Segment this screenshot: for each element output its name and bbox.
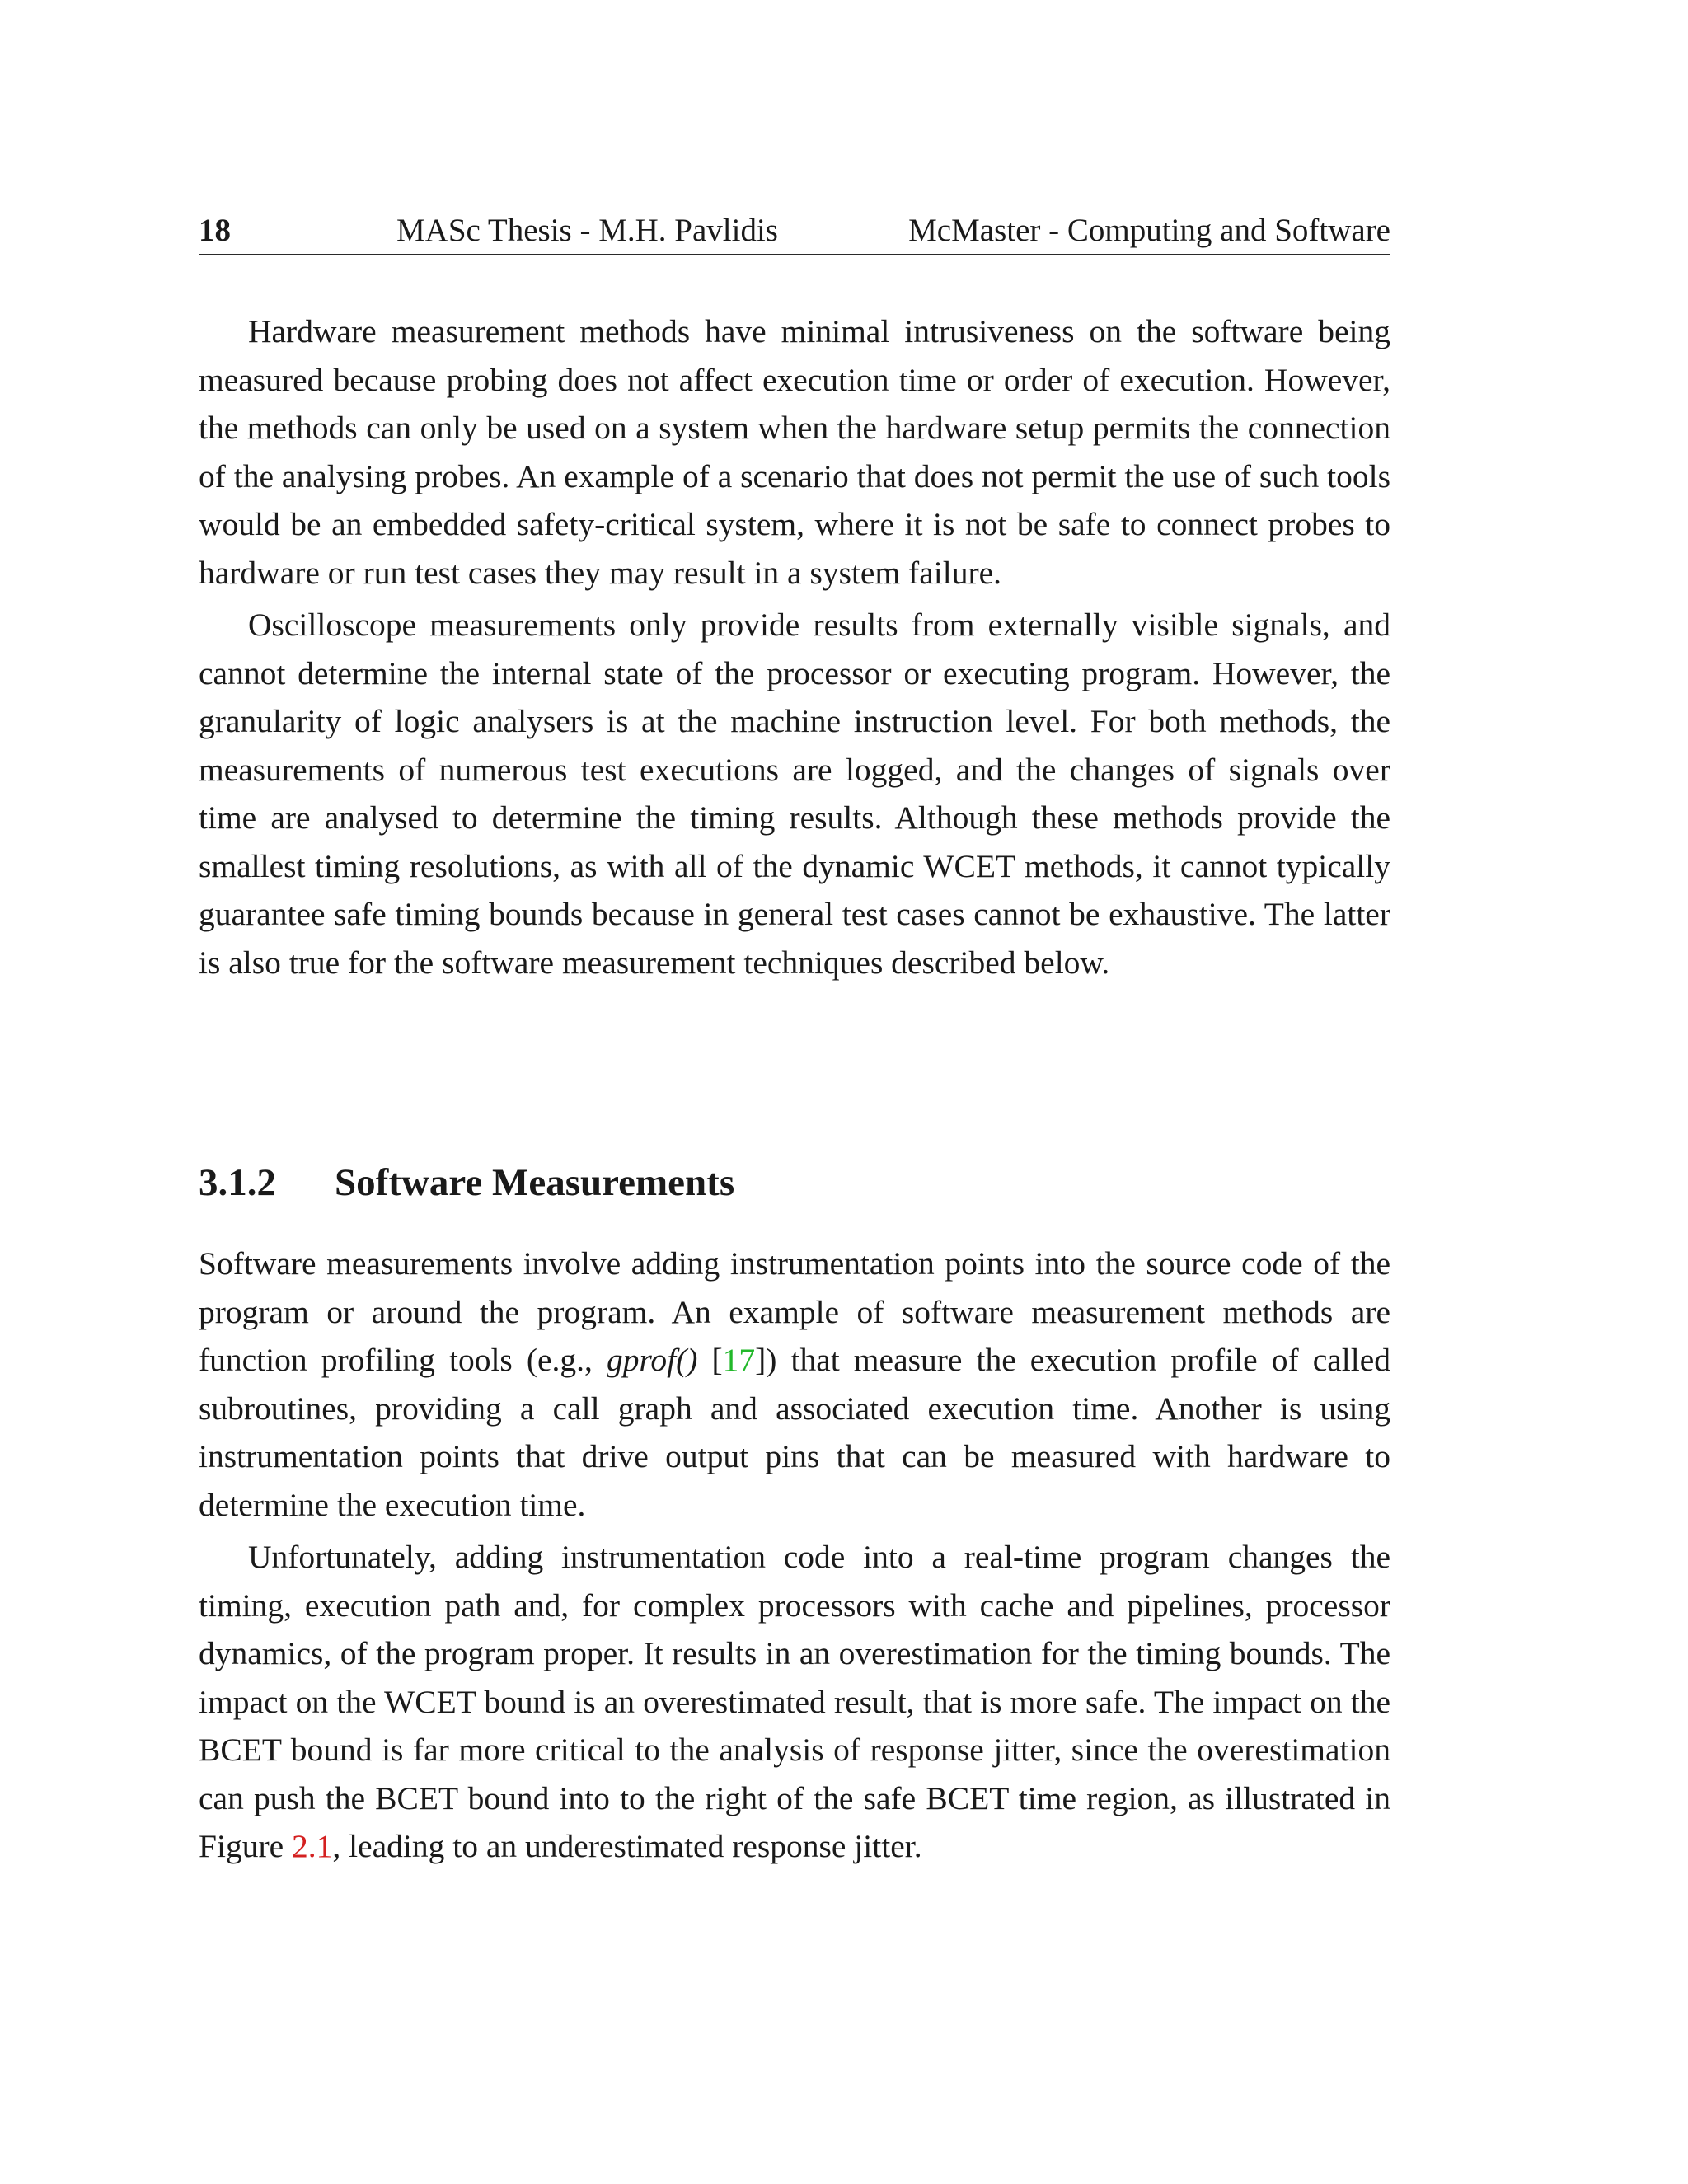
para4-text-end: , leading to an underestimated response jitter. — [332, 1828, 922, 1864]
section-number: 3.1.2 — [199, 1161, 276, 1204]
paragraph-instrumentation-impact — [199, 1533, 1390, 1871]
para3-text-end: ]) that measure the execution profile of called subroutines, providing a call graph and associated execution time. Another is using instrumentation points that drive output pins that can be measured with hardware to determine the execution time. — [199, 1342, 1390, 1523]
section-paragraphs — [199, 1240, 1390, 1875]
paragraph-hardware-measurement: Hardware measurement methods have minimal intrusiveness on the software being measured because probing does not affect execution time or order of execution. However, the methods can only be used on a system when the hardware setup permits the connection of the analysing probes. An example of a scenario that does not permit the use of such tools would be an embedded safety-critical system, where it is not be safe to connect probes to hardware or run test cases they may result in a system failure. — [199, 313, 1390, 591]
citation-link-17[interactable]: 17 — [722, 1342, 756, 1378]
figure-link-2-1[interactable]: 2.1 — [292, 1828, 333, 1864]
paragraph-oscilloscope: Oscilloscope measurements only provide results from externally visible signals, and cannot determine the internal state of the processor or executing program. However, the granularity of logic analysers is at the machine instruction level. For both methods, the measurements of numerous test executions are logged, and the changes of signals over time are analysed to determine the timing results. Although these methods provide the smallest timing resolutions, as with all of the dynamic WCET methods, it cannot typically guarantee safe timing bounds because in general test cases cannot be exhaustive. The latter is also true for the software measurement techniques described below. — [199, 607, 1390, 981]
section-title: Software Measurements — [335, 1161, 735, 1204]
section-heading — [199, 1154, 1390, 1212]
running-header — [199, 208, 1390, 255]
intro-paragraphs — [199, 307, 1390, 991]
para4-text-start: Unfortunately, adding instrumentation code into a real-time program changes the timing, execution path and, for complex processors with cache and pipelines, processor dynamics, of the program proper. It results in an overestimation for the timing bounds. The impact on the WCET bound is an overestimated result, that is more safe. The impact on the BCET bound is far more critical to the analysis of response jitter, since the overestimation can push the BCET bound into to the right of the safe BCET time region, as illustrated in Figure — [199, 1539, 1390, 1864]
page-number: 18 — [199, 213, 231, 248]
header-thesis-title: MASc Thesis - M.H. Pavlidis — [396, 213, 778, 248]
header-department: McMaster - Computing and Software — [908, 213, 1390, 248]
paragraph-software-measurements — [199, 1240, 1390, 1529]
gprof-tool-name: gprof() — [606, 1342, 698, 1378]
para3-text-start: Software measurements involve adding instrumentation points into the source code of the program or around the program. An example of software measurement methods are function profiling tools (e.g., — [199, 1245, 1390, 1378]
citation-open-bracket: [ — [697, 1342, 723, 1378]
